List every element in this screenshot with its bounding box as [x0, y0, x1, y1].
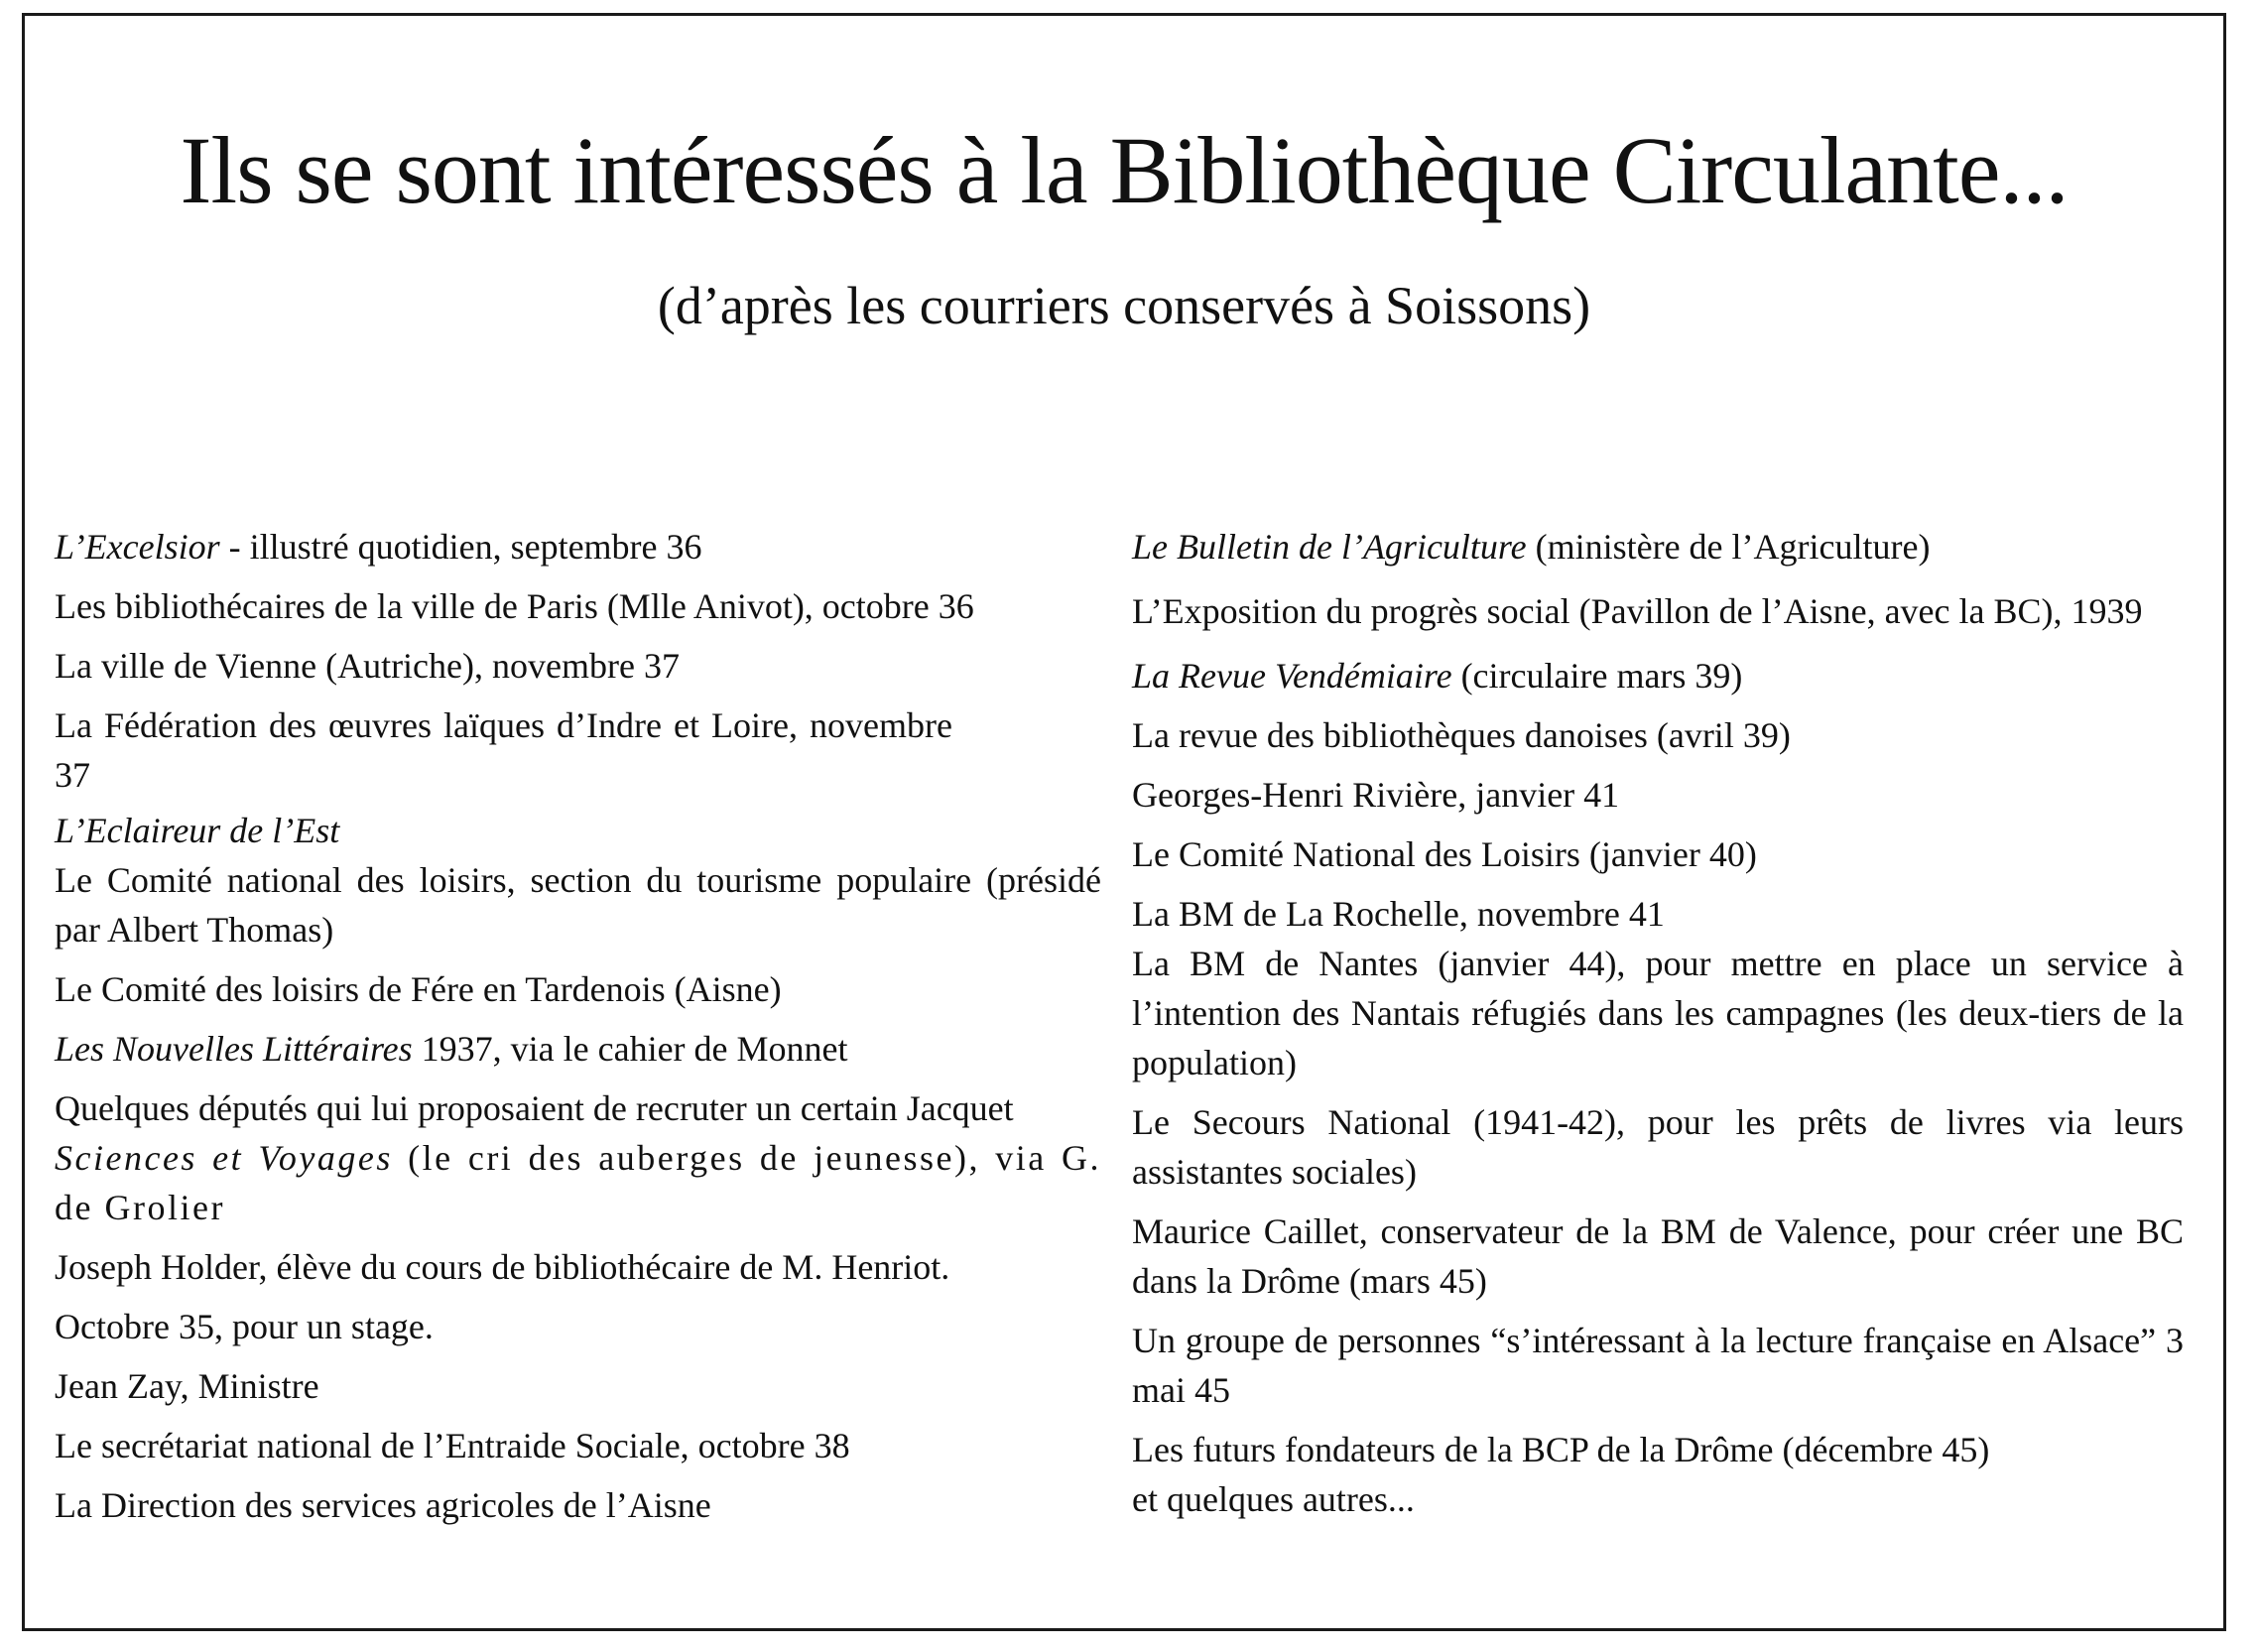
list-item [1132, 522, 2184, 572]
list-item [55, 700, 1101, 800]
list-item [1132, 1316, 2184, 1415]
entry-text: La revue des bibliothèques danoises (avril 39) [1132, 715, 1791, 755]
entry-text: (circulaire mars 39) [1451, 656, 1743, 696]
list-item [55, 581, 1101, 631]
list-item [1132, 651, 2184, 700]
entry-text: Les bibliothécaires de la ville de Paris (Mlle Anivot), octobre 36 [55, 586, 974, 626]
entry-text: et quelques autres... [1132, 1479, 1415, 1519]
entry-text: - illustré quotidien, septembre 36 [219, 527, 702, 567]
entry-text: Le secrétariat national de l’Entraide Sociale, octobre 38 [55, 1426, 850, 1465]
left-column-list [55, 522, 1101, 1540]
list-item [55, 1024, 1101, 1074]
entry-text: Le Comité des loisirs de Fére en Tardenois (Aisne) [55, 969, 782, 1009]
list-item [55, 855, 1101, 954]
list-item [55, 641, 1101, 691]
list-item [55, 1480, 1101, 1530]
list-item [1132, 770, 2184, 820]
page-title: Ils se sont intéressés à la Bibliothèque Circulante... [180, 117, 2069, 223]
publication-title: La Revue Vendémiaire [1132, 656, 1452, 696]
entry-text: La BM de La Rochelle, novembre 41 [1132, 894, 1665, 934]
list-item [55, 1361, 1101, 1411]
right-column-list [1132, 522, 2184, 1524]
entry-text: Le Secours National (1941-42), pour les prêts de livres via leurs assistantes sociales) [1132, 1102, 2184, 1192]
list-item [55, 1133, 1101, 1232]
entry-text: Un groupe de personnes “s’intéressant à la lecture française en Alsace” 3 mai 45 [1132, 1321, 2184, 1410]
entry-text: Le Comité national des loisirs, section du tourisme populaire (présidé par Albert Thomas) [55, 860, 1101, 950]
publication-title: L’Eclaireur de l’Est [55, 811, 340, 850]
entry-text: La Direction des services agricoles de l’Aisne [55, 1485, 711, 1525]
list-item [1132, 1425, 2184, 1474]
entry-text: La Fédération des œuvres laïques d’Indre et Loire, novembre 37 [55, 705, 952, 795]
list-item [1132, 1097, 2184, 1197]
publication-title: Sciences et Voyages [55, 1138, 393, 1178]
entry-text: La BM de Nantes (janvier 44), pour mettre en place un service à l’intention des Nantais réfugiés dans les campagnes (les deux-tiers de la population) [1132, 944, 2184, 1082]
entry-text: (ministère de l’Agriculture) [1526, 527, 1931, 567]
entry-text: Octobre 35, pour un stage. [55, 1307, 434, 1346]
publication-title: Les Nouvelles Littéraires [55, 1029, 413, 1069]
entry-text: 1937, via le cahier de Monnet [412, 1029, 848, 1069]
list-item [55, 1083, 1101, 1133]
entry-text: (le cri des auberges de jeunesse), via G. de Grolier [55, 1138, 1101, 1227]
list-item [55, 1302, 1101, 1351]
list-item [1132, 1474, 2184, 1524]
entry-text: La ville de Vienne (Autriche), novembre 37 [55, 646, 680, 686]
entry-text: Les futurs fondateurs de la BCP de la Drôme (décembre 45) [1132, 1430, 1990, 1469]
list-item [55, 522, 1101, 572]
entry-text: Jean Zay, Ministre [55, 1366, 319, 1406]
list-item [55, 806, 1101, 855]
list-item [55, 964, 1101, 1014]
list-item [1132, 1207, 2184, 1306]
entry-text: Joseph Holder, élève du cours de bibliothécaire de M. Henriot. [55, 1247, 950, 1287]
list-item [55, 1421, 1101, 1470]
list-item [1132, 829, 2184, 879]
entry-text: Le Comité National des Loisirs (janvier 40) [1132, 834, 1757, 874]
list-item [55, 1242, 1101, 1292]
list-item [1132, 581, 2184, 641]
publication-title: Le Bulletin de l’Agriculture [1132, 527, 1527, 567]
entry-text: Quelques députés qui lui proposaient de recruter un certain Jacquet [55, 1088, 1014, 1128]
list-item [1132, 710, 2184, 760]
entry-text: Maurice Caillet, conservateur de la BM de Valence, pour créer une BC dans la Drôme (mars 45) [1132, 1211, 2184, 1301]
publication-title: L’Excelsior [55, 527, 220, 567]
list-item [1132, 889, 2184, 939]
entry-text: Georges-Henri Rivière, janvier 41 [1132, 775, 1620, 815]
entry-text: L’Exposition du progrès social (Pavillon de l’Aisne, avec la BC), 1939 [1132, 591, 2143, 631]
list-item [1132, 939, 2184, 1087]
page-subtitle: (d’après les courriers conservés à Soissons) [657, 276, 1591, 335]
